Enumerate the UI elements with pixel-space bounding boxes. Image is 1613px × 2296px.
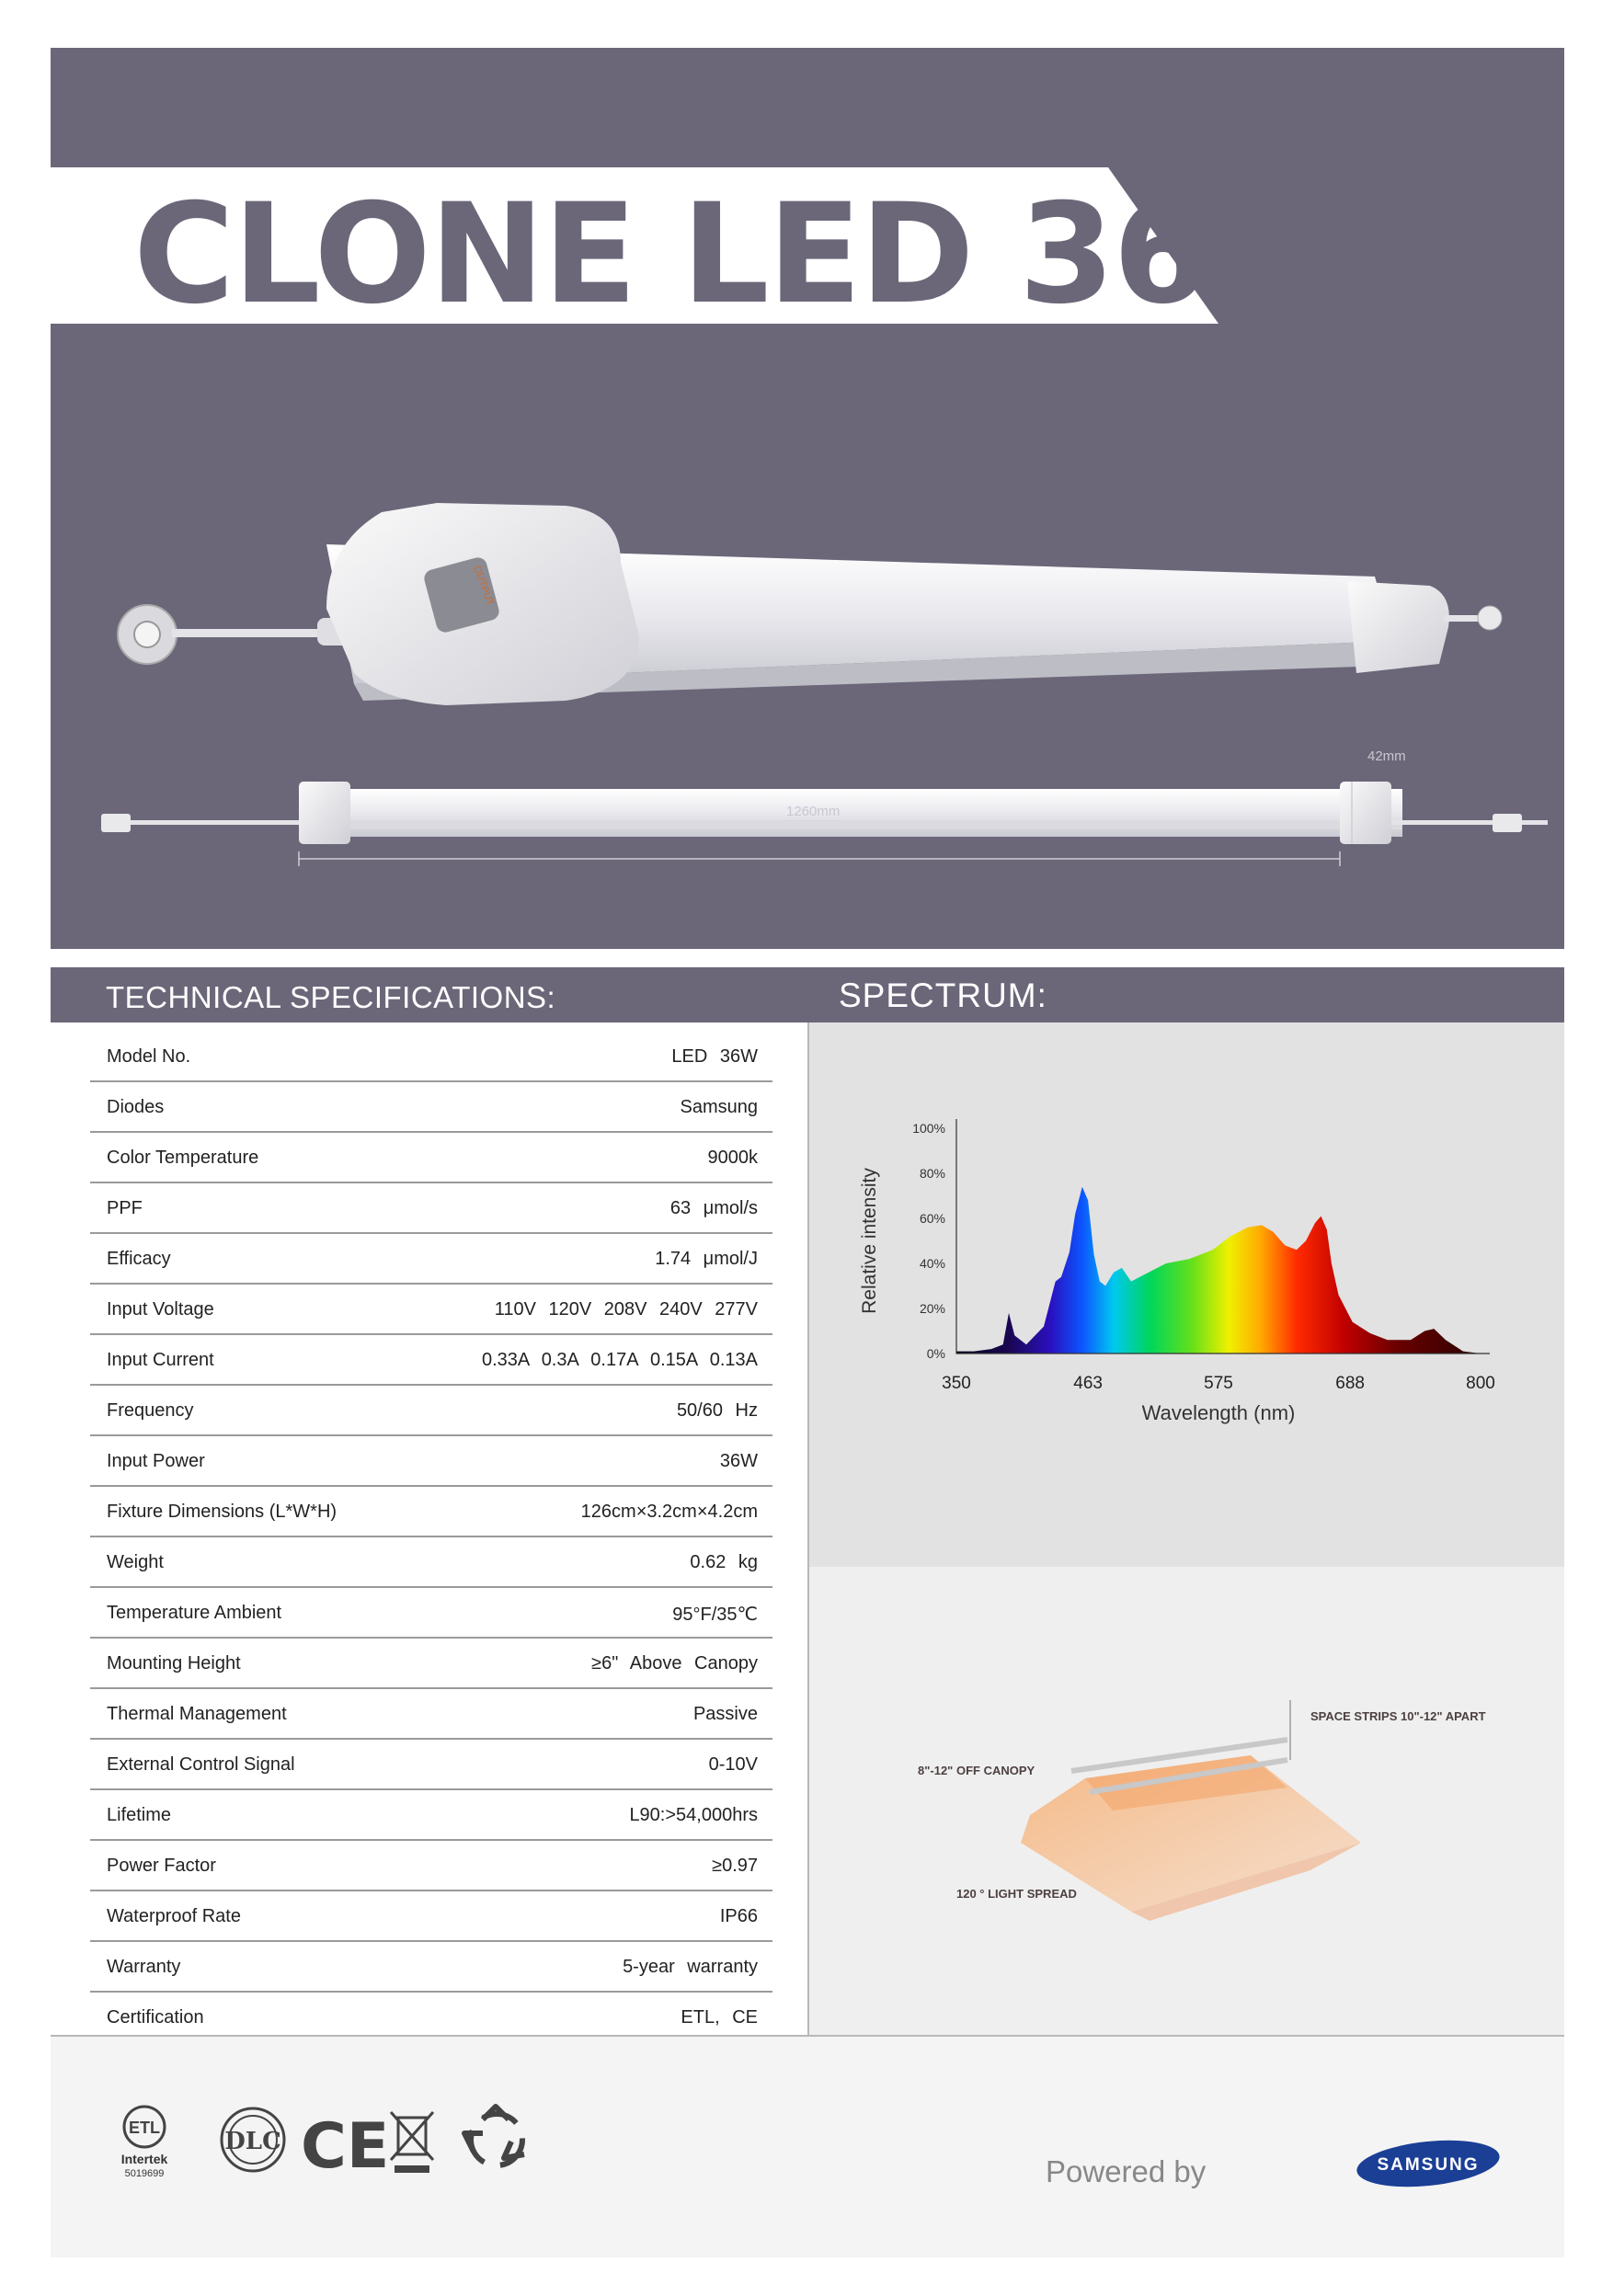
y-tick-label: 60% <box>919 1211 945 1226</box>
spec-value: 9000k <box>707 1148 758 1168</box>
spec-label: Certification <box>107 2007 204 2028</box>
spec-label: Input Voltage <box>107 1299 214 1319</box>
spec-label: Input Current <box>107 1350 214 1370</box>
spec-label: Frequency <box>107 1400 194 1421</box>
spec-table <box>90 1032 772 2043</box>
page-title: CLONE LED 36W <box>133 175 1358 335</box>
dimension-height: 42mm <box>1367 748 1406 764</box>
dimension-length: 1260mm <box>786 804 841 819</box>
etl-logo <box>121 2107 168 2179</box>
spec-label: Weight <box>107 1552 164 1572</box>
canopy-diagram-panel <box>809 1567 1564 2036</box>
x-tick-label: 688 <box>1335 1374 1365 1393</box>
label-light-spread: 120 ° LIGHT SPREAD <box>956 1887 1077 1901</box>
spec-value: L90:>54,000hrs <box>629 1805 758 1825</box>
x-tick-label: 800 <box>1466 1374 1495 1393</box>
spec-label: PPF <box>107 1198 143 1218</box>
spec-row <box>90 1082 772 1133</box>
spec-value: 0.33A 0.3A 0.17A 0.15A 0.13A <box>481 1350 758 1370</box>
powered-by-text: Powered by <box>1046 2154 1207 2188</box>
svg-text:CE: CE <box>301 2110 390 2183</box>
spec-label: External Control Signal <box>107 1754 295 1775</box>
spec-row <box>90 1183 772 1234</box>
spec-row <box>90 1335 772 1386</box>
spec-value: 0.62 kg <box>690 1552 758 1572</box>
spectrum-panel <box>809 1022 1564 1567</box>
svg-text:5019699: 5019699 <box>124 2168 165 2179</box>
y-tick-label: 80% <box>919 1166 945 1181</box>
spec-value: 1.74 μmol/J <box>655 1249 758 1269</box>
y-tick-label: 40% <box>919 1256 945 1271</box>
canopy-diagram <box>809 1567 1564 2036</box>
hero-banner <box>51 48 1564 949</box>
brand-mark: OUTPUT <box>471 564 496 608</box>
spec-value: LED 36W <box>671 1046 758 1067</box>
spectrum-chart <box>809 1022 1564 1567</box>
spec-value: Passive <box>692 1704 758 1724</box>
spec-row <box>90 1487 772 1537</box>
spec-row <box>90 1032 772 1082</box>
dlc-logo <box>222 2108 284 2171</box>
product-image <box>51 397 1564 894</box>
spec-label: Color Temperature <box>107 1148 259 1168</box>
spec-row <box>90 1436 772 1487</box>
spec-label: Model No. <box>107 1046 191 1067</box>
spectrum-area <box>956 1187 1481 1354</box>
spec-value: 50/60 Hz <box>676 1400 758 1421</box>
spec-row <box>90 1133 772 1183</box>
spec-value: 0-10V <box>708 1754 758 1775</box>
spec-value: 95°F/35℃ <box>672 1605 758 1625</box>
spec-value: 110V 120V 208V 240V 277V <box>494 1299 758 1319</box>
label-strip-spacing: SPACE STRIPS 10"-12" APART <box>1310 1709 1486 1723</box>
x-axis-label: Wavelength (nm) <box>1141 1401 1296 1424</box>
spec-row <box>90 1891 772 1942</box>
spec-label: Waterproof Rate <box>107 1906 241 1926</box>
spec-label: Mounting Height <box>107 1653 241 1673</box>
spectrum-title: SPECTRUM: <box>839 977 1047 1014</box>
spec-row <box>90 1942 772 1993</box>
spec-value: 63 μmol/s <box>669 1198 758 1218</box>
spec-row <box>90 1639 772 1689</box>
spec-value: Samsung <box>680 1097 758 1117</box>
ce-logo <box>301 2110 389 2183</box>
svg-text:Intertek: Intertek <box>120 2152 168 2166</box>
svg-text:SAMSUNG: SAMSUNG <box>1377 2155 1480 2175</box>
spec-label: Thermal Management <box>107 1704 287 1724</box>
spec-label: Warranty <box>107 1957 181 1977</box>
spec-label: Input Power <box>107 1451 205 1471</box>
spec-row <box>90 1740 772 1790</box>
spec-value: 126cm×3.2cm×4.2cm <box>580 1502 758 1522</box>
spec-row <box>90 1841 772 1891</box>
spec-row <box>90 1234 772 1285</box>
samsung-logo <box>1355 2136 1502 2191</box>
spec-label: Lifetime <box>107 1805 172 1825</box>
y-tick-label: 0% <box>926 1346 945 1361</box>
svg-text:DLC: DLC <box>224 2128 281 2155</box>
y-axis-label: Relative intensity <box>859 1168 880 1314</box>
spec-label: Power Factor <box>107 1856 216 1876</box>
certification-logos <box>106 2101 621 2193</box>
x-tick-label: 350 <box>942 1374 971 1393</box>
spec-label: Efficacy <box>107 1249 171 1269</box>
label-canopy-distance: 8"-12" OFF CANOPY <box>918 1764 1035 1777</box>
spec-value: 36W <box>719 1451 758 1471</box>
svg-text:ETL: ETL <box>129 2119 160 2137</box>
y-tick-label: 20% <box>919 1301 945 1316</box>
specs-title: TECHNICAL SPECIFICATIONS: <box>106 980 556 1014</box>
y-tick-label: 100% <box>912 1121 945 1136</box>
spec-value: ≥6" Above Canopy <box>591 1653 758 1673</box>
spec-value: ETL, CE <box>681 2007 758 2028</box>
spec-row <box>90 1386 772 1436</box>
fixture-perspective <box>118 503 1502 705</box>
spec-value: IP66 <box>719 1906 758 1926</box>
x-tick-label: 575 <box>1204 1374 1233 1393</box>
weee-bin-icon <box>391 2112 433 2173</box>
spec-value: 5-year warranty <box>623 1957 758 1977</box>
recycle-icon <box>464 2107 524 2165</box>
section-header-bar <box>51 967 1564 1022</box>
spec-label: Temperature Ambient <box>107 1603 282 1623</box>
fixture-side-view <box>101 782 1548 866</box>
spec-value: ≥0.97 <box>712 1856 758 1876</box>
spec-label: Fixture Dimensions (L*W*H) <box>107 1502 337 1522</box>
spec-label: Diodes <box>107 1097 165 1117</box>
spec-row <box>90 1790 772 1841</box>
spec-row <box>90 1689 772 1740</box>
footer <box>51 2037 1564 2257</box>
x-tick-label: 463 <box>1073 1374 1103 1393</box>
spec-row <box>90 1588 772 1639</box>
spec-row <box>90 1537 772 1588</box>
spec-row <box>90 1285 772 1335</box>
